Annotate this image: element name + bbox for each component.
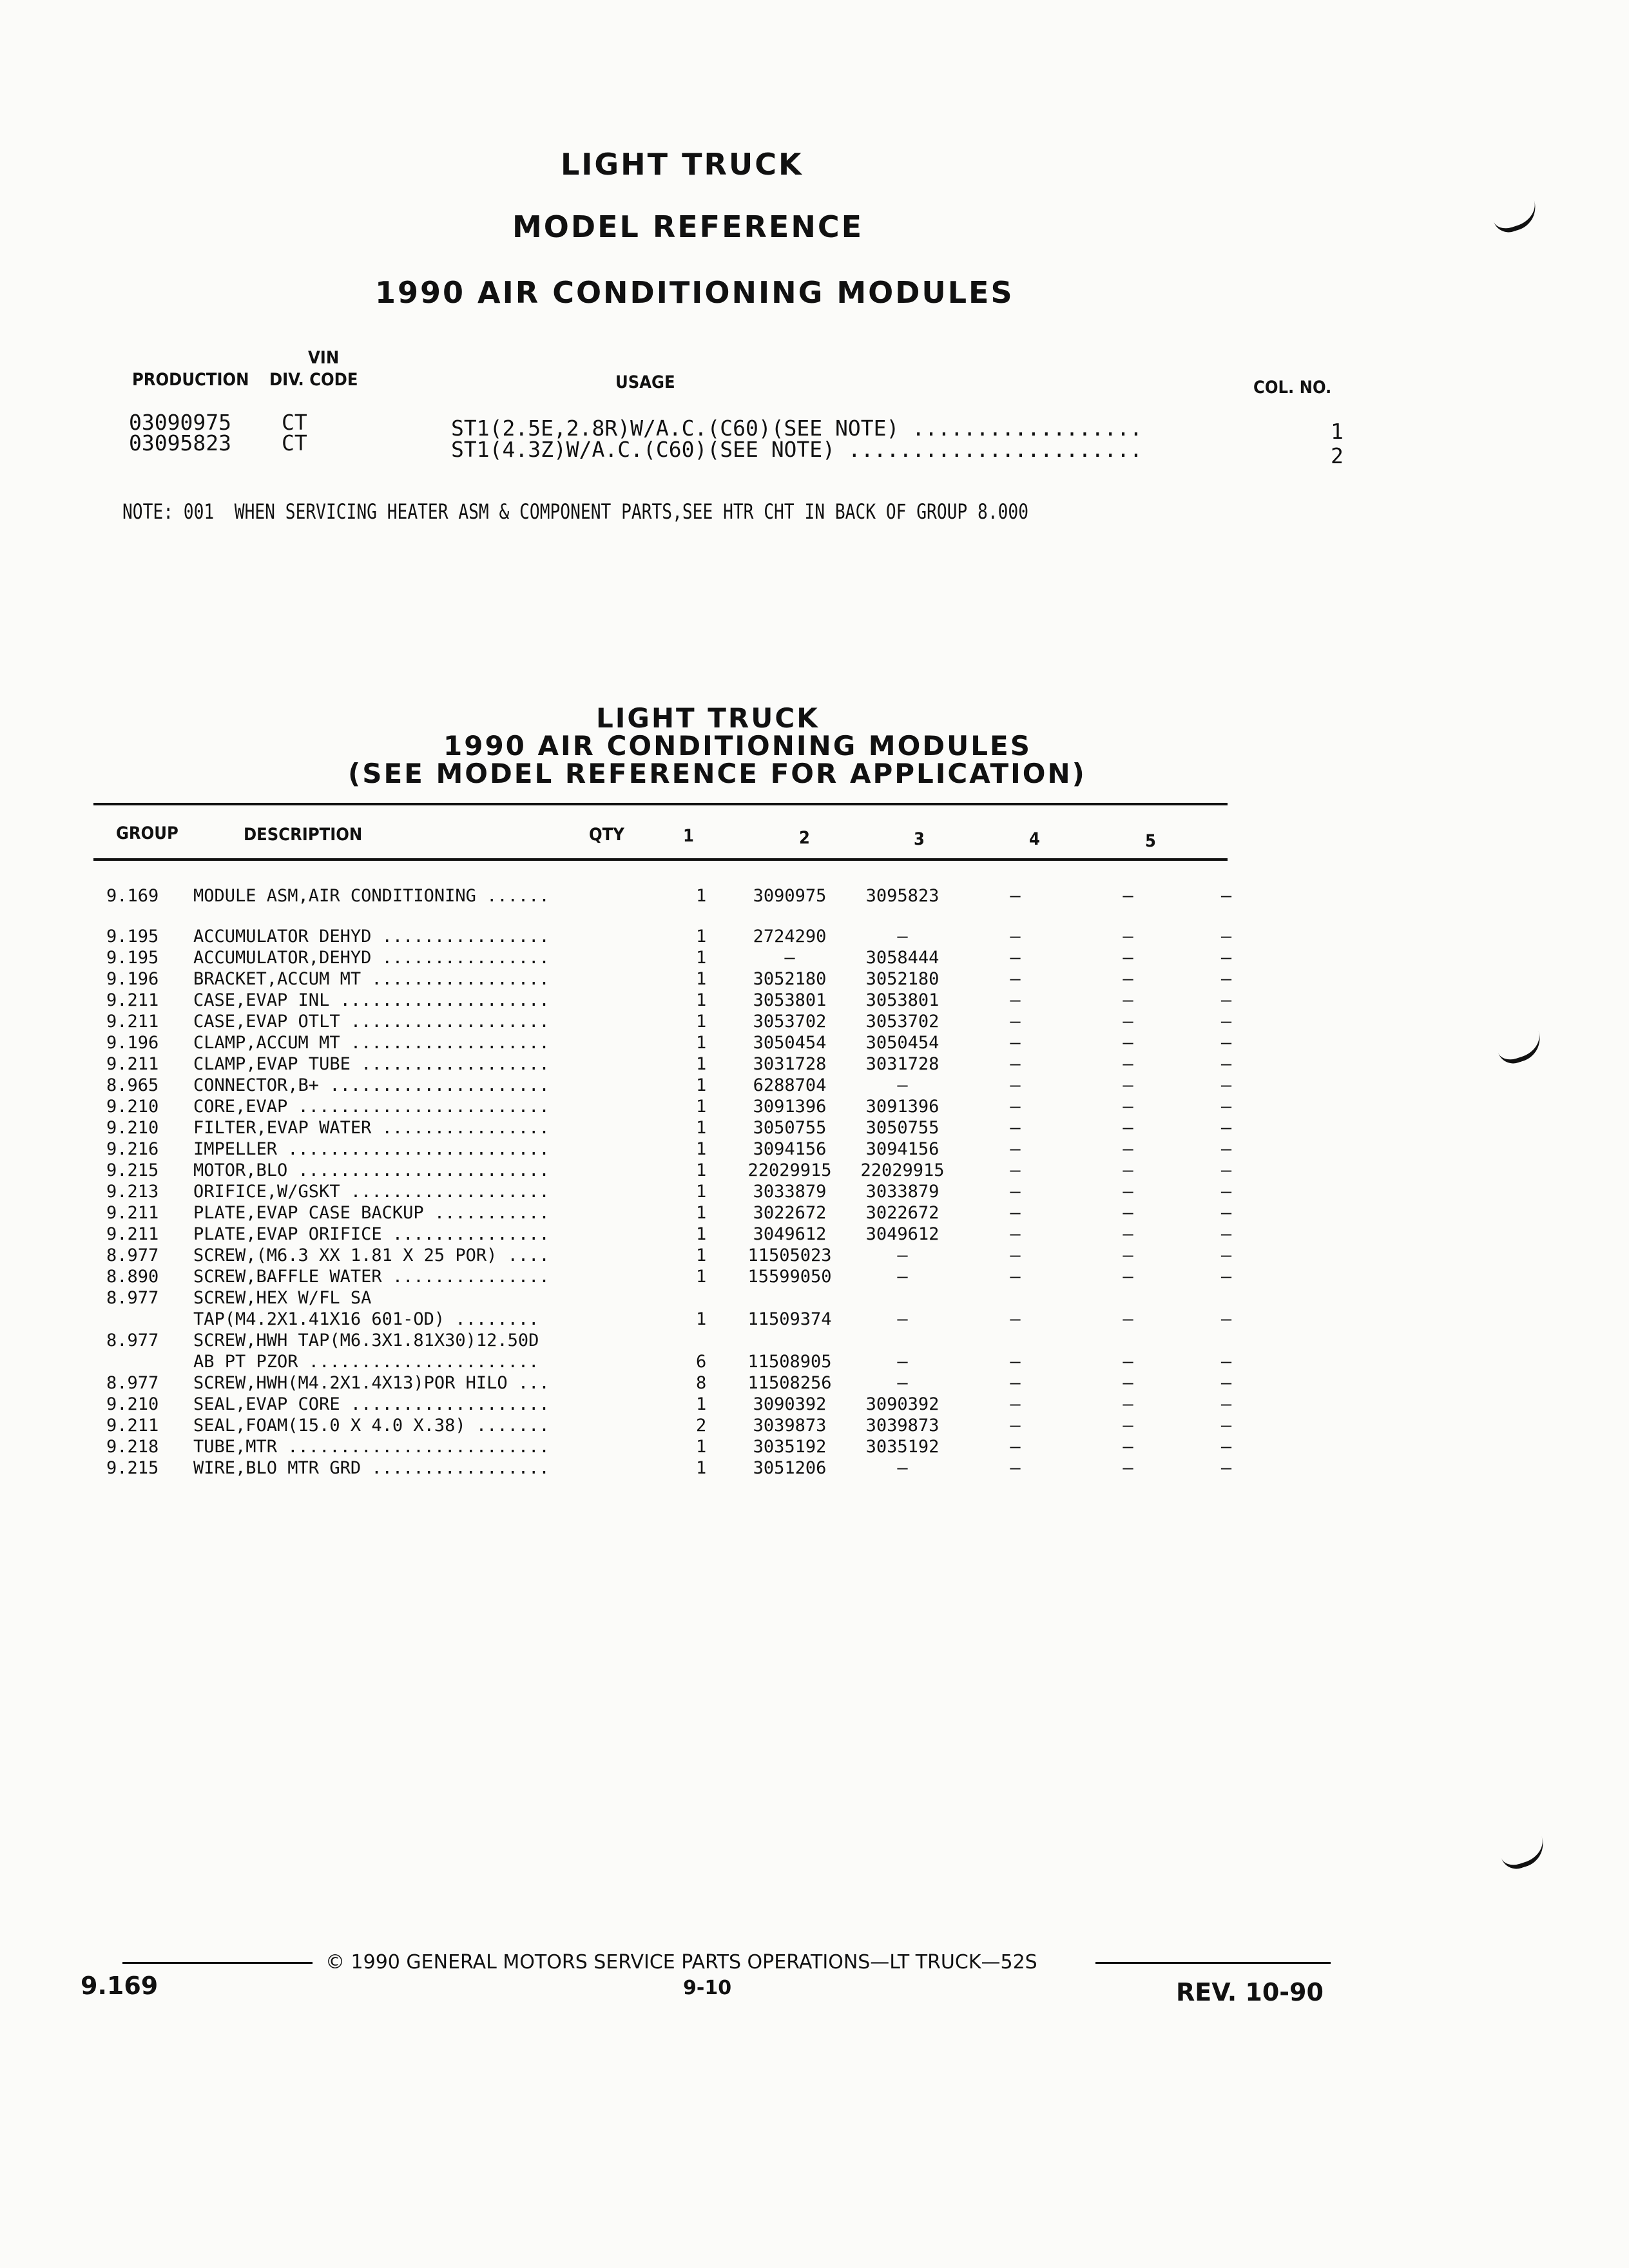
col2-part-number: 3031728	[865, 1054, 940, 1074]
col5-part-number: —	[1220, 948, 1232, 968]
part-description: AB PT PZOR ......................	[193, 1352, 539, 1372]
table-row	[106, 1287, 1268, 1309]
quantity	[696, 1287, 733, 1309]
row-spacer	[106, 907, 1268, 926]
col2-part-number: 3050755	[865, 1118, 940, 1138]
table-row	[106, 1266, 1268, 1287]
col2-part-number: —	[897, 1245, 908, 1265]
group-number: 9.210	[106, 1118, 159, 1138]
table-row	[106, 1160, 1268, 1181]
group-number: 8.965	[106, 1075, 159, 1095]
quantity: 1	[696, 1075, 707, 1095]
part-description: SCREW,HWH(M4.2X1.4X13)POR HILO ...	[193, 1373, 550, 1393]
col4-part-number: —	[1123, 886, 1133, 906]
part-description: SCREW,(M6.3 XX 1.81 X 25 POR) ....	[193, 1245, 550, 1265]
col4-part-number: —	[1123, 927, 1133, 947]
quantity: 1	[696, 1054, 707, 1074]
table-row	[106, 1372, 1268, 1394]
table-row	[106, 926, 1268, 947]
parts-title-line2: 1990 AIR CONDITIONING MODULES	[443, 730, 1032, 762]
group-number: 8.977	[106, 1288, 159, 1308]
part-description: TUBE,MTR .........................	[193, 1437, 550, 1457]
production-code: 03090975	[129, 410, 231, 435]
col1-part-number: 11509374	[747, 1309, 832, 1329]
col3-part-number: —	[1010, 1203, 1021, 1223]
col4-part-number: —	[1123, 1458, 1133, 1478]
part-description: FILTER,EVAP WATER ................	[193, 1118, 550, 1138]
header-production: PRODUCTION	[132, 370, 249, 390]
col1-part-number: 11505023	[747, 1245, 832, 1265]
col1-part-number: 3053702	[753, 1012, 827, 1032]
col4-part-number: —	[1123, 1373, 1133, 1393]
quantity: 1	[696, 1182, 707, 1202]
col4-part-number: —	[1123, 1118, 1133, 1138]
quantity: 1	[696, 1224, 707, 1244]
footer-group: 9.169	[81, 1972, 159, 2000]
quantity: 1	[696, 990, 707, 1010]
table-row	[106, 968, 1268, 990]
top-rule	[93, 803, 1228, 805]
col3-part-number: —	[1010, 1309, 1021, 1329]
col4-part-number: —	[1123, 1139, 1133, 1159]
col2-part-number: 3094156	[865, 1139, 940, 1159]
col4-part-number	[1072, 1287, 1184, 1309]
quantity: 1	[696, 1160, 707, 1180]
table-row	[106, 1053, 1268, 1075]
col5-part-number: —	[1220, 1182, 1232, 1202]
col1-part-number: 2724290	[753, 927, 827, 947]
col3-part-number: —	[1010, 1224, 1021, 1244]
table-row	[106, 1202, 1268, 1224]
group-number: 9.196	[106, 1033, 159, 1053]
col1-part-number: 3091396	[753, 1097, 827, 1117]
col5-part-number: —	[1220, 1224, 1232, 1244]
header-div-code: DIV. CODE	[269, 370, 358, 390]
part-description: SCREW,HWH TAP(M6.3X1.81X30)12.50D	[193, 1331, 539, 1350]
col1-part-number: 3022672	[753, 1203, 827, 1223]
part-description: SEAL,FOAM(15.0 X 4.0 X.38) .......	[193, 1416, 550, 1436]
group-number: 9.211	[106, 1054, 159, 1074]
col3-part-number: —	[1010, 1373, 1021, 1393]
quantity: 2	[696, 1416, 707, 1436]
footer-copyright: © 1990 GENERAL MOTORS SERVICE PARTS OPERATIONS—LT TRUCK—52S	[325, 1951, 1037, 1974]
col4-part-number: —	[1123, 990, 1133, 1010]
col5-part-number: —	[1220, 969, 1232, 989]
col5-part-number: —	[1220, 886, 1232, 906]
col3-part-number: —	[1010, 1394, 1021, 1414]
col5-part-number: —	[1220, 1203, 1232, 1223]
quantity: 1	[696, 1437, 707, 1457]
col4-part-number: —	[1123, 1267, 1133, 1287]
quantity: 1	[696, 969, 707, 989]
col1-part-number: 11508256	[747, 1373, 832, 1393]
col2-part-number: 3053702	[865, 1012, 940, 1032]
col1-part-number: —	[784, 948, 795, 968]
col3-part-number: —	[1010, 990, 1021, 1010]
col1-part-number: 15599050	[747, 1267, 832, 1287]
col3-part-number: —	[1010, 1160, 1021, 1180]
col2-part-number	[846, 1330, 959, 1351]
part-description: MOTOR,BLO ........................	[193, 1160, 550, 1180]
table-row	[106, 1309, 1268, 1330]
col5-part-number: —	[1220, 1097, 1232, 1117]
group-number: 8.890	[106, 1267, 159, 1287]
part-description: SCREW,HEX W/FL SA	[193, 1288, 372, 1308]
part-description: CLAMP,EVAP TUBE ..................	[193, 1054, 550, 1074]
col1-part-number: 3090392	[753, 1394, 827, 1414]
col2-part-number: 3052180	[865, 969, 940, 989]
col5-part-number: —	[1220, 1245, 1232, 1265]
footer-revision: REV. 10-90	[1176, 1978, 1324, 2006]
part-description: CORE,EVAP ........................	[193, 1097, 550, 1117]
col3-part-number: —	[1010, 969, 1021, 989]
col3-part-number: —	[1010, 1245, 1021, 1265]
col3-part-number: —	[1010, 1458, 1021, 1478]
part-description: CONNECTOR,B+ .....................	[193, 1075, 550, 1095]
col3-part-number: —	[1010, 1012, 1021, 1032]
parts-title-line3: (SEE MODEL REFERENCE FOR APPLICATION)	[348, 758, 1086, 789]
col3-part-number: —	[1010, 1097, 1021, 1117]
col3-part-number: —	[1010, 1075, 1021, 1095]
group-number: 8.977	[106, 1331, 159, 1350]
table-row	[106, 1096, 1268, 1117]
col4-part-number: —	[1123, 1182, 1133, 1202]
col5-part-number: —	[1220, 1458, 1232, 1478]
col5-part-number: —	[1220, 1118, 1232, 1138]
margin-mark	[1496, 1031, 1546, 1068]
col4-part-number: —	[1123, 1075, 1133, 1095]
title-line3: 1990 AIR CONDITIONING MODULES	[375, 275, 1014, 310]
quantity: 1	[696, 1245, 707, 1265]
col2-part-number: —	[897, 1267, 908, 1287]
col1-part-number: 3050454	[753, 1033, 827, 1053]
quantity: 1	[696, 948, 707, 968]
part-description: PLATE,EVAP CASE BACKUP ...........	[193, 1203, 550, 1223]
col3-part-number: —	[1010, 1139, 1021, 1159]
col2-part-number: —	[897, 1352, 908, 1372]
col3-part-number: —	[1010, 1054, 1021, 1074]
col1-part-number: 3039873	[753, 1416, 827, 1436]
col-qty: QTY	[589, 825, 624, 845]
table-row	[106, 1139, 1268, 1160]
col5-part-number: —	[1220, 1054, 1232, 1074]
table-row	[106, 1457, 1268, 1479]
group-number: 9.215	[106, 1160, 159, 1180]
parts-table	[106, 885, 1268, 1479]
part-description: ORIFICE,W/GSKT ...................	[193, 1182, 550, 1202]
quantity: 1	[696, 1012, 707, 1032]
col2-part-number: 3050454	[865, 1033, 940, 1053]
usage-text: ST1(2.5E,2.8R)W/A.C.(C60)(SEE NOTE) ..................	[451, 416, 1142, 441]
col4-part-number: —	[1123, 948, 1133, 968]
div-code: CT	[282, 430, 307, 456]
col3-part-number: —	[1010, 1416, 1021, 1436]
col1-part-number: 3035192	[753, 1437, 827, 1457]
col5-part-number: —	[1220, 1352, 1232, 1372]
col4-part-number: —	[1123, 1160, 1133, 1180]
col4-part-number: —	[1123, 1012, 1133, 1032]
table-row	[106, 990, 1268, 1011]
part-description: SEAL,EVAP CORE ...................	[193, 1394, 550, 1414]
footer-rule-left	[122, 1962, 313, 1964]
part-description: TAP(M4.2X1.41X16 601-OD) ........	[193, 1309, 539, 1329]
col5-part-number: —	[1220, 1160, 1232, 1180]
quantity: 1	[696, 1458, 707, 1478]
col1-part-number: 3050755	[753, 1118, 827, 1138]
production-code: 03095823	[129, 430, 231, 456]
table-row	[106, 1224, 1268, 1245]
group-number: 9.211	[106, 1224, 159, 1244]
service-note: NOTE: 001 WHEN SERVICING HEATER ASM & COMPONENT PARTS,SEE HTR CHT IN BACK OF GROUP 8.000	[122, 499, 1029, 524]
col2-part-number: —	[897, 927, 908, 947]
bottom-rule	[93, 858, 1228, 861]
table-row	[106, 1351, 1268, 1372]
col4-part-number: —	[1123, 1097, 1133, 1117]
col2-part-number: 3049612	[865, 1224, 940, 1244]
col1-part-number: 3090975	[753, 886, 827, 906]
col-2: 2	[799, 828, 810, 848]
quantity	[696, 1330, 733, 1351]
part-description: PLATE,EVAP ORIFICE ...............	[193, 1224, 550, 1244]
part-description: WIRE,BLO MTR GRD .................	[193, 1458, 550, 1478]
quantity: 1	[696, 1309, 707, 1329]
quantity: 1	[696, 1033, 707, 1053]
footer-rule-right	[1095, 1962, 1331, 1964]
col3-part-number	[959, 1287, 1072, 1309]
col2-part-number: 3033879	[865, 1182, 940, 1202]
quantity: 1	[696, 1267, 707, 1287]
col2-part-number: 3053801	[865, 990, 940, 1010]
col3-part-number: —	[1010, 927, 1021, 947]
col1-part-number: 3053801	[753, 990, 827, 1010]
quantity: 1	[696, 1394, 707, 1414]
group-number: 9.211	[106, 1416, 159, 1436]
quantity: 1	[696, 1097, 707, 1117]
col5-part-number: —	[1220, 1139, 1232, 1159]
col2-part-number: 3095823	[865, 886, 940, 906]
col2-part-number	[846, 1287, 959, 1309]
usage-text: ST1(4.3Z)W/A.C.(C60)(SEE NOTE) .......................	[451, 437, 1142, 462]
parts-title-line1: LIGHT TRUCK	[596, 702, 820, 734]
group-number: 9.210	[106, 1097, 159, 1117]
quantity: 1	[696, 927, 707, 947]
footer-page-number: 9-10	[683, 1977, 732, 1999]
col5-part-number: —	[1220, 1033, 1232, 1053]
group-number: 9.210	[106, 1394, 159, 1414]
col2-part-number: —	[897, 1075, 908, 1095]
col2-part-number: 3035192	[865, 1437, 940, 1457]
col5-part-number: —	[1220, 1267, 1232, 1287]
group-number: 8.977	[106, 1245, 159, 1265]
col3-part-number: —	[1010, 1352, 1021, 1372]
margin-mark	[1499, 1836, 1549, 1873]
title-line2: MODEL REFERENCE	[512, 209, 864, 244]
col5-part-number: —	[1220, 1012, 1232, 1032]
col4-part-number: —	[1123, 1203, 1133, 1223]
title-line1: LIGHT TRUCK	[561, 147, 804, 182]
col5-part-number	[1184, 1287, 1268, 1309]
part-description: CASE,EVAP OTLT ...................	[193, 1012, 550, 1032]
quantity: 8	[696, 1373, 707, 1393]
table-row	[106, 947, 1268, 968]
col1-part-number: 3051206	[753, 1458, 827, 1478]
group-number: 9.215	[106, 1458, 159, 1478]
table-row	[106, 1117, 1268, 1139]
quantity: 1	[696, 1139, 707, 1159]
header-vin: VIN	[308, 348, 340, 368]
col5-part-number: —	[1220, 1416, 1232, 1436]
quantity: 6	[696, 1352, 707, 1372]
col1-part-number	[733, 1330, 846, 1351]
col2-part-number: 22029915	[860, 1160, 945, 1180]
col1-part-number: 3033879	[753, 1182, 827, 1202]
col2-part-number: 3022672	[865, 1203, 940, 1223]
col3-part-number: —	[1010, 1033, 1021, 1053]
col-number: 2	[1331, 443, 1344, 468]
col1-part-number: 3094156	[753, 1139, 827, 1159]
table-row	[106, 1415, 1268, 1436]
table-row	[106, 885, 1268, 907]
table-row	[106, 1330, 1268, 1351]
col-1: 1	[683, 826, 694, 846]
group-number: 9.216	[106, 1139, 159, 1159]
col5-part-number: —	[1220, 990, 1232, 1010]
col1-part-number: 3052180	[753, 969, 827, 989]
part-description: CASE,EVAP INL ....................	[193, 990, 550, 1010]
part-description: ACCUMULATOR DEHYD ................	[193, 927, 550, 947]
col3-part-number: —	[1010, 948, 1021, 968]
table-row	[106, 1245, 1268, 1266]
col2-part-number: —	[897, 1373, 908, 1393]
col-number: 1	[1331, 419, 1344, 444]
col2-part-number: —	[897, 1309, 908, 1329]
col5-part-number: —	[1220, 927, 1232, 947]
group-number: 9.169	[106, 886, 159, 906]
col4-part-number: —	[1123, 969, 1133, 989]
col4-part-number: —	[1123, 1245, 1133, 1265]
col3-part-number: —	[1010, 886, 1021, 906]
col3-part-number: —	[1010, 1437, 1021, 1457]
col2-part-number: 3090392	[865, 1394, 940, 1414]
group-number	[106, 1351, 193, 1372]
col1-part-number: 11508905	[747, 1352, 832, 1372]
col-5: 5	[1145, 831, 1156, 851]
col3-part-number	[959, 1330, 1072, 1351]
margin-mark	[1491, 200, 1541, 236]
table-row	[106, 1436, 1268, 1457]
col4-part-number: —	[1123, 1416, 1133, 1436]
div-code: CT	[282, 410, 307, 435]
table-row	[106, 1011, 1268, 1032]
col1-part-number	[733, 1287, 846, 1309]
col4-part-number: —	[1123, 1352, 1133, 1372]
header-col-no: COL. NO.	[1253, 378, 1332, 398]
group-number: 9.218	[106, 1437, 159, 1457]
col4-part-number: —	[1123, 1394, 1133, 1414]
col1-part-number: 3049612	[753, 1224, 827, 1244]
col3-part-number: —	[1010, 1182, 1021, 1202]
table-row	[106, 1075, 1268, 1096]
group-number: 9.195	[106, 927, 159, 947]
table-row	[106, 1394, 1268, 1415]
quantity: 1	[696, 1203, 707, 1223]
group-number: 9.196	[106, 969, 159, 989]
table-row	[106, 1032, 1268, 1053]
col-description: DESCRIPTION	[244, 825, 363, 845]
col5-part-number: —	[1220, 1394, 1232, 1414]
group-number: 9.211	[106, 1203, 159, 1223]
col4-part-number	[1072, 1330, 1184, 1351]
col-4: 4	[1029, 829, 1040, 849]
col4-part-number: —	[1123, 1309, 1133, 1329]
col5-part-number: —	[1220, 1373, 1232, 1393]
col5-part-number: —	[1220, 1075, 1232, 1095]
col2-part-number: —	[897, 1458, 908, 1478]
part-description: CLAMP,ACCUM MT ...................	[193, 1033, 550, 1053]
part-description: BRACKET,ACCUM MT .................	[193, 969, 550, 989]
part-description: MODULE ASM,AIR CONDITIONING ......	[193, 886, 550, 906]
col2-part-number: 3091396	[865, 1097, 940, 1117]
group-number: 9.195	[106, 948, 159, 968]
col-3: 3	[914, 829, 925, 849]
col4-part-number: —	[1123, 1437, 1133, 1457]
col4-part-number: —	[1123, 1054, 1133, 1074]
col2-part-number: 3058444	[865, 948, 940, 968]
col4-part-number: —	[1123, 1033, 1133, 1053]
group-number: 9.211	[106, 990, 159, 1010]
col3-part-number: —	[1010, 1267, 1021, 1287]
part-description: SCREW,BAFFLE WATER ...............	[193, 1267, 550, 1287]
col1-part-number: 6288704	[753, 1075, 827, 1095]
quantity: 1	[696, 1118, 707, 1138]
col3-part-number: —	[1010, 1118, 1021, 1138]
quantity: 1	[696, 886, 707, 906]
group-number: 9.211	[106, 1012, 159, 1032]
col1-part-number: 22029915	[747, 1160, 832, 1180]
col1-part-number: 3031728	[753, 1054, 827, 1074]
col5-part-number: —	[1220, 1437, 1232, 1457]
col2-part-number: 3039873	[865, 1416, 940, 1436]
col5-part-number: —	[1220, 1309, 1232, 1329]
col-group: GROUP	[116, 823, 178, 843]
part-description: IMPELLER .........................	[193, 1139, 550, 1159]
group-number	[106, 1309, 193, 1330]
header-usage: USAGE	[615, 372, 675, 392]
col4-part-number: —	[1123, 1224, 1133, 1244]
table-row	[106, 1181, 1268, 1202]
col5-part-number	[1184, 1330, 1268, 1351]
group-number: 8.977	[106, 1373, 159, 1393]
group-number: 9.213	[106, 1182, 159, 1202]
part-description: ACCUMULATOR,DEHYD ................	[193, 948, 550, 968]
